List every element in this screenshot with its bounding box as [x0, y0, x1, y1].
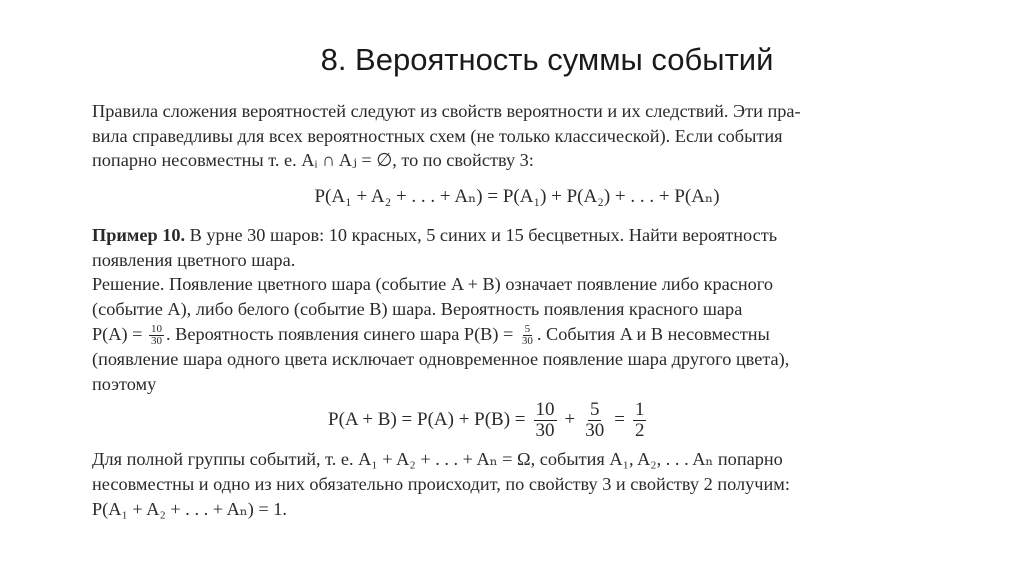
- example-line-7: поэтому: [92, 373, 157, 394]
- sum-formula: P(A₁ + A₂ + . . . + Aₙ) = P(A₁) + P(A₂) + . . . + P(Aₙ): [314, 186, 720, 208]
- slide-body: [92, 99, 942, 521]
- conclusion-line-1: Для полной группы событий, т. е. A₁ + A₂ + . . . + Aₙ = Ω, события A₁, A₂, . . . Aₙ попарно: [92, 449, 783, 470]
- fraction-numerator: 10: [535, 399, 555, 421]
- fraction-1-2: [633, 400, 647, 441]
- intro-line-1: Правила сложения вероятностей следуют из свойств вероятности и их следствий. Эти пра-: [92, 101, 801, 121]
- fraction-denominator: 30: [151, 334, 163, 347]
- conclusion-line-2: несовместны и одно из них обязательно происходит, по свойству 3 и свойству 2 получим:: [92, 473, 790, 494]
- fraction-numerator: 1: [634, 399, 645, 421]
- example-line-4: (событие A), либо белого (событие B) шара. Вероятность появления красного шара: [92, 298, 743, 319]
- example-line-5: [92, 322, 942, 347]
- conclusion-line-3: P(A₁ + A₂ + . . . + Aₙ) = 1.: [92, 498, 287, 519]
- events-incompatible-text: . События A и B несовместны: [536, 323, 770, 344]
- example-label: Пример 10.: [92, 224, 186, 245]
- prob-a-label: P(A) =: [92, 323, 143, 344]
- prob-a-fraction: [149, 324, 164, 347]
- fraction-numerator: 10: [151, 322, 163, 335]
- fraction-denominator: 2: [634, 420, 645, 442]
- example-formula: [92, 400, 942, 441]
- fraction-denominator: 30: [585, 420, 605, 442]
- example-formula-left: P(A + B) = P(A) + P(B) =: [328, 409, 526, 431]
- fraction-numerator: 5: [589, 399, 600, 421]
- example-line-3: Решение. Появление цветного шара (событие A + B) означает появление либо красного: [92, 274, 773, 295]
- equals-sign: =: [614, 409, 625, 431]
- prob-b-fraction: [520, 324, 535, 347]
- intro-line-3: попарно несовместны т. е. Aᵢ ∩ Aⱼ = ∅, то по свойству 3:: [92, 150, 534, 171]
- fraction-numerator: 5: [524, 322, 531, 335]
- example-line-1-text: В урне 30 шаров: 10 красных, 5 синих и 15 бесцветных. Найти вероятность: [185, 224, 778, 245]
- prob-b-text: . Вероятность появления синего шара P(B) =: [166, 323, 514, 344]
- fraction-denominator: 30: [521, 334, 533, 347]
- fraction-5-30: [583, 400, 606, 441]
- example-line-1: [92, 223, 942, 248]
- example-line-6: (появление шара одного цвета исключает одновременное появление шара другого цвета),: [92, 348, 790, 369]
- intro-line-2: вила справедливы для всех вероятностных схем (не только классической). Если события: [92, 125, 783, 146]
- slide-title: 8. Вероятность суммы событий: [320, 42, 774, 77]
- fraction-denominator: 30: [535, 420, 555, 442]
- example-line-2: появления цветного шара.: [92, 249, 296, 270]
- plus-sign: +: [564, 409, 576, 431]
- fraction-10-30: [534, 400, 557, 441]
